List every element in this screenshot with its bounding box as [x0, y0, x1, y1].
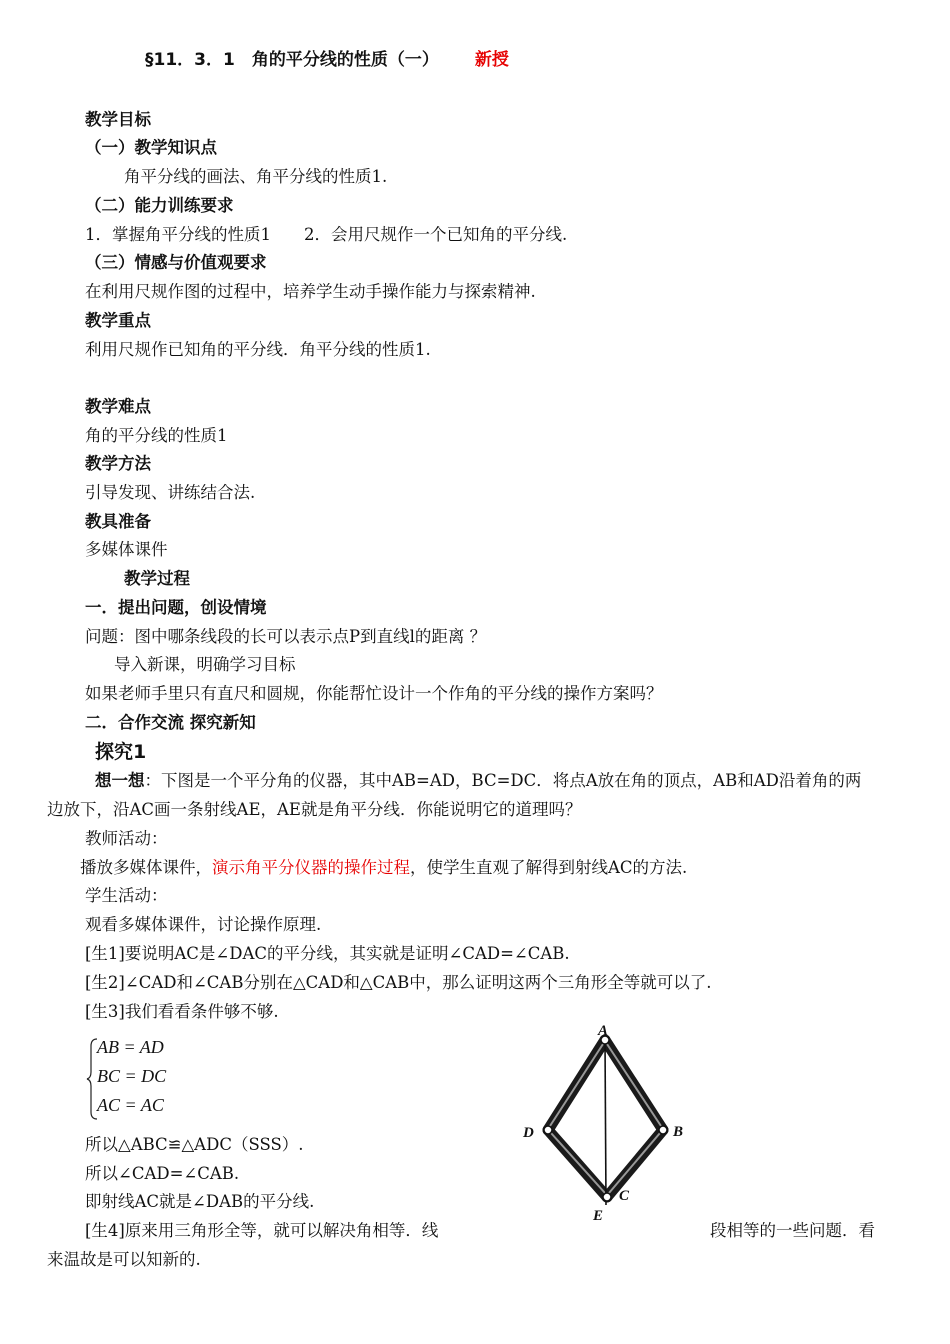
think-text-1: ：下图是一个平分角的仪器，其中AB=AD，BC=DC．将点A放在角的顶点，AB和AD沿着角的两 — [144, 771, 862, 790]
key-text: 利用尺规作已知角的平分线．角平分线的性质1. — [85, 340, 431, 359]
teacher-text-highlight: 演示角平分仪器的操作过程 — [212, 858, 410, 877]
think-line-2: 边放下，沿AC画一条射线AE，AE就是角平分线．你能说明它的道理吗？ — [47, 800, 582, 819]
student-4-part-3: 来温故是可以知新的. — [47, 1250, 201, 1269]
method-text: 引导发现、讲练结合法. — [85, 483, 256, 502]
difficulty-heading: 教学难点 — [85, 397, 151, 416]
section1-question: 问题：图中哪条线段的长可以表示点P到直线l的距离 ？ — [85, 627, 487, 646]
label-a: A — [598, 1023, 609, 1039]
student-3: [生3]我们看看条件够不够. — [85, 1002, 279, 1021]
knowledge-heading: （一）教学知识点 — [85, 138, 217, 157]
label-e: E — [593, 1208, 604, 1224]
knowledge-text: 角平分线的画法、角平分线的性质1. — [124, 167, 388, 186]
student-1: [生1]要说明AC是∠DAC的平分线，其实就是证明∠CAD=∠CAB. — [85, 944, 570, 963]
title-text: §11．3．1 角的平分线的性质（一） — [145, 50, 439, 70]
student-text: 观看多媒体课件，讨论操作原理. — [85, 915, 322, 934]
conclusion-1: 所以△ABC≌△ADC（SSS）. — [85, 1135, 304, 1154]
emotion-text: 在利用尺规作图的过程中，培养学生动手操作能力与探索精神. — [85, 282, 536, 301]
student-4-part-2: 段相等的一些问题．看 — [710, 1221, 875, 1240]
conclusion-3: 即射线AC就是∠DAB的平分线. — [85, 1192, 315, 1211]
tools-text: 多媒体课件 — [85, 540, 168, 559]
teacher-text-pre: 播放多媒体课件， — [80, 858, 212, 877]
page-title — [145, 49, 509, 71]
equation-2: BC = DC — [97, 1066, 167, 1086]
teacher-text — [80, 857, 687, 879]
title-tag: 新授 — [474, 50, 509, 70]
section1-intro: 导入新课，明确学习目标 — [114, 655, 296, 674]
section1-ask: 如果老师手里只有直尺和圆规，你能帮忙设计一个作角的平分线的操作方案吗？ — [85, 684, 663, 703]
method-heading: 教学方法 — [85, 454, 151, 473]
student-2: [生2]∠CAD和∠CAB分别在△CAD和△CAB中，那么证明这两个三角形全等就可以了. — [85, 973, 712, 992]
section2-heading: 二．合作交流 探究新知 — [85, 713, 256, 732]
student-heading: 学生活动： — [85, 886, 168, 905]
key-heading: 教学重点 — [85, 311, 151, 330]
ability-heading: （二）能力训练要求 — [85, 196, 234, 215]
student-4-part-1: [生4]原来用三角形全等，就可以解决角相等．线 — [85, 1221, 439, 1240]
teacher-text-post: ，使学生直观了解得到射线AC的方法. — [410, 858, 688, 877]
label-c: C — [619, 1188, 630, 1204]
label-d: D — [523, 1125, 534, 1141]
section1-heading: 一．提出问题，创设情境 — [85, 598, 267, 617]
explore-heading: 探究1 — [95, 741, 147, 763]
equation-1: AB = AD — [97, 1037, 164, 1057]
teacher-heading: 教师活动： — [85, 829, 168, 848]
conclusion-2: 所以∠CAD=∠CAB. — [85, 1164, 240, 1183]
process-heading: 教学过程 — [124, 569, 190, 588]
difficulty-text: 角的平分线的性质1 — [85, 426, 228, 445]
emotion-heading: （三）情感与价值观要求 — [85, 253, 267, 272]
label-b: B — [673, 1124, 684, 1140]
goal-heading: 教学目标 — [85, 110, 151, 129]
ability-text: 1．掌握角平分线的性质1 2．会用尺规作一个已知角的平分线. — [85, 225, 568, 244]
think-line-1 — [95, 770, 861, 792]
equation-3: AC = AC — [97, 1095, 164, 1115]
think-label: 想一想 — [95, 771, 145, 790]
angle-bisector-instrument-figure — [515, 1020, 695, 1225]
tools-heading: 教具准备 — [85, 512, 151, 531]
